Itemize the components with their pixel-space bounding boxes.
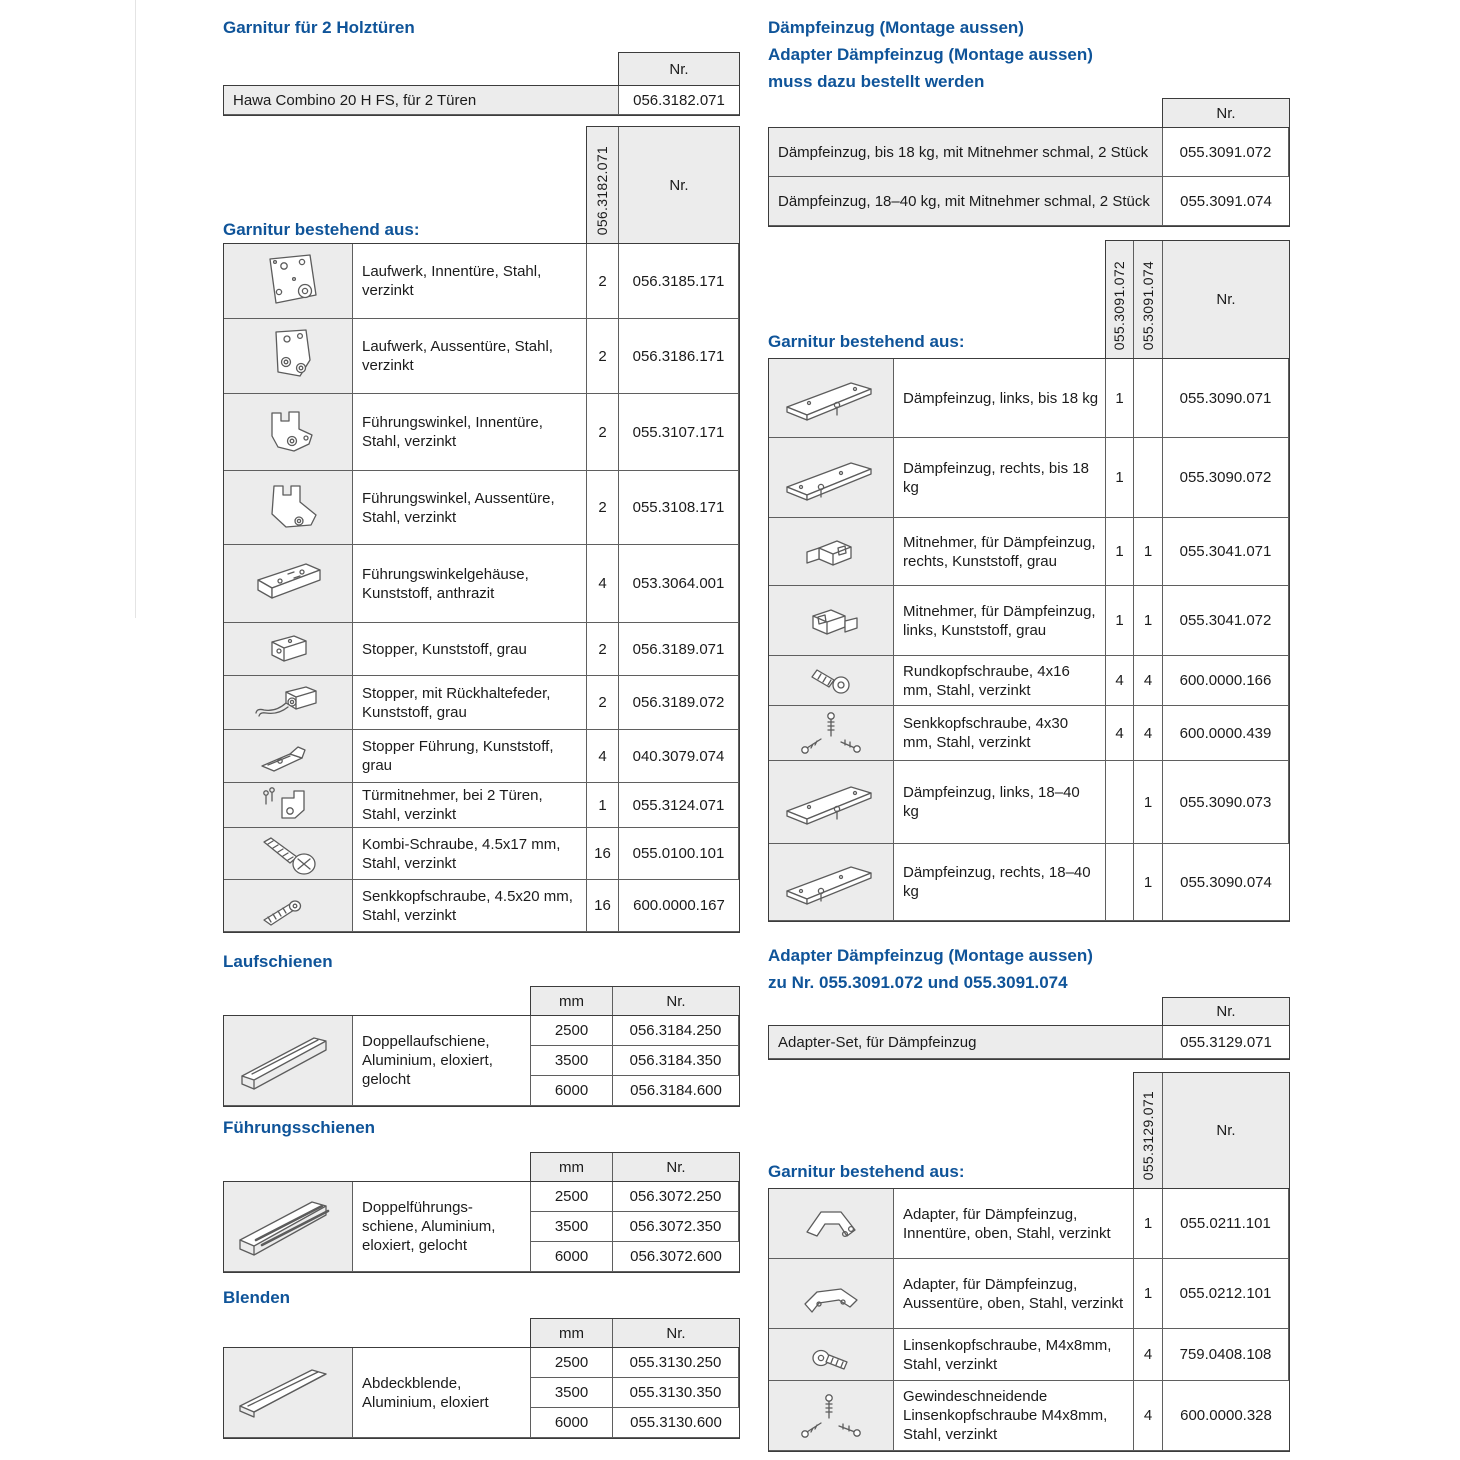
adapter-title-line-1: Adapter Dämpfeinzug (Montage aussen) bbox=[768, 946, 1093, 965]
rail-number: 056.3184.350 bbox=[613, 1046, 739, 1076]
title-line-3: muss dazu bestellt werden bbox=[768, 72, 985, 91]
mm-column-header: mm bbox=[531, 1319, 613, 1348]
set-number-vertical bbox=[1134, 1073, 1163, 1189]
part-qty-2 bbox=[1134, 359, 1163, 438]
part-qty: 1 bbox=[587, 783, 619, 828]
part-number: 055.0100.101 bbox=[619, 828, 739, 880]
title-line-2: Adapter Dämpfeinzug (Montage aussen) bbox=[768, 45, 1093, 64]
nr-column-header: Nr. bbox=[613, 1153, 739, 1182]
part-number: 055.3041.071 bbox=[1163, 518, 1289, 586]
part-number: 055.3090.074 bbox=[1163, 844, 1289, 921]
nr-column-header: Nr. bbox=[619, 127, 739, 244]
part-qty: 2 bbox=[587, 623, 619, 676]
adapter-components-title: Garnitur bestehend aus: bbox=[768, 1162, 965, 1181]
blende-number: 055.3130.600 bbox=[613, 1408, 739, 1438]
stopper-icon bbox=[224, 623, 353, 676]
abdeckblende-icon bbox=[224, 1348, 353, 1438]
fuehrungsschienen-title: Führungsschienen bbox=[223, 1118, 376, 1137]
part-qty: 2 bbox=[587, 471, 619, 545]
product-number: 056.3182.071 bbox=[619, 86, 739, 115]
set-table bbox=[223, 85, 740, 116]
blenden-table bbox=[223, 1347, 740, 1439]
components-title: Garnitur bestehend aus: bbox=[223, 220, 420, 239]
part-description: Rundkopfschraube, 4x16 mm, Stahl, verzinkt bbox=[894, 656, 1106, 706]
part-qty-2: 1 bbox=[1134, 586, 1163, 656]
components-header bbox=[586, 126, 740, 245]
daempfeinzug-rechts-icon bbox=[769, 438, 894, 518]
part-number: 040.3079.074 bbox=[619, 730, 739, 783]
part-description: Kombi-Schraube, 4.5x17 mm, Stahl, verzinkt bbox=[353, 828, 587, 880]
part-qty: 16 bbox=[587, 828, 619, 880]
rail-number: 056.3184.250 bbox=[613, 1016, 739, 1046]
part-qty-2: 4 bbox=[1134, 656, 1163, 706]
part-qty-2 bbox=[1134, 438, 1163, 518]
vertical-part-number: 055.3091.074 bbox=[1139, 260, 1156, 350]
vertical-part-number: 056.3182.071 bbox=[594, 145, 610, 235]
part-qty-2: 4 bbox=[1134, 706, 1163, 761]
daempfeinzug-links-1840-icon bbox=[769, 761, 894, 844]
part-description: Mitnehmer, für Dämpfeinzug, rechts, Kunststoff, grau bbox=[894, 518, 1106, 586]
nr-column-header: Nr. bbox=[1163, 241, 1289, 359]
part-qty-1: 1 bbox=[1106, 586, 1134, 656]
daempfeinzug-set-table bbox=[768, 127, 1290, 227]
part-description: Dämpfeinzug, rechts, 18–40 kg bbox=[894, 844, 1106, 921]
adapter-title bbox=[768, 942, 1288, 996]
product-name: Hawa Combino 20 H FS, für 2 Türen bbox=[224, 86, 619, 115]
part-description: Senkkopfschraube, 4.5x20 mm, Stahl, verzinkt bbox=[353, 880, 587, 932]
part-description: Linsenkopfschraube, M4x8mm, Stahl, verzinkt bbox=[894, 1329, 1134, 1381]
part-qty: 4 bbox=[587, 730, 619, 783]
part-number: 759.0408.108 bbox=[1163, 1329, 1289, 1381]
doppellaufschiene-icon bbox=[224, 1016, 353, 1106]
rail-length: 6000 bbox=[531, 1242, 613, 1272]
stopper-fuehrung-icon bbox=[224, 730, 353, 783]
set-description: Dämpfeinzug, 18–40 kg, mit Mitnehmer schmal, 2 Stück bbox=[769, 177, 1163, 226]
blende-length: 3500 bbox=[531, 1378, 613, 1408]
daempfeinzug-links-icon bbox=[769, 359, 894, 438]
set-number-vertical-1 bbox=[1106, 241, 1134, 359]
blende-number: 055.3130.250 bbox=[613, 1348, 739, 1378]
laufschienen-table bbox=[223, 1015, 740, 1107]
doppelfuehrungsschiene-icon bbox=[224, 1182, 353, 1272]
part-description: Stopper, Kunststoff, grau bbox=[353, 623, 587, 676]
fuehrungswinkel-aussentuere-icon bbox=[224, 471, 353, 545]
nr-column-header: Nr. bbox=[613, 987, 739, 1016]
part-number: 056.3189.071 bbox=[619, 623, 739, 676]
part-qty: 16 bbox=[587, 880, 619, 932]
part-number: 056.3185.171 bbox=[619, 244, 739, 319]
mm-column-header: mm bbox=[531, 1153, 613, 1182]
nr-column-header: Nr. bbox=[619, 53, 739, 86]
rail-length: 2500 bbox=[531, 1182, 613, 1212]
part-qty: 4 bbox=[1134, 1381, 1163, 1451]
adapter-set-header bbox=[1162, 997, 1290, 1027]
part-description: Führungswinkel, Aussentüre, Stahl, verzinkt bbox=[353, 471, 587, 545]
laufwerk-aussentuere-icon bbox=[224, 319, 353, 394]
part-qty-1: 1 bbox=[1106, 359, 1134, 438]
part-number: 055.3041.072 bbox=[1163, 586, 1289, 656]
nr-column-header: Nr. bbox=[1163, 99, 1289, 128]
part-description: Senkkopfschraube, 4x30 mm, Stahl, verzinkt bbox=[894, 706, 1106, 761]
fuehrungswinkel-innentuere-icon bbox=[224, 394, 353, 471]
fuehrungsschienen-header bbox=[530, 1152, 740, 1183]
part-number: 055.0212.101 bbox=[1163, 1259, 1289, 1329]
part-qty: 2 bbox=[587, 319, 619, 394]
fuehrungsschienen-table bbox=[223, 1181, 740, 1273]
laufwerk-innentuere-icon bbox=[224, 244, 353, 319]
rail-number: 056.3184.600 bbox=[613, 1076, 739, 1106]
stopper-rueckhaltefeder-icon bbox=[224, 676, 353, 730]
part-description: Stopper Führung, Kunststoff, grau bbox=[353, 730, 587, 783]
part-qty-1: 1 bbox=[1106, 518, 1134, 586]
laufschienen-header bbox=[530, 986, 740, 1017]
part-qty: 2 bbox=[587, 244, 619, 319]
part-description: Dämpfeinzug, rechts, bis 18 kg bbox=[894, 438, 1106, 518]
part-number: 055.3090.071 bbox=[1163, 359, 1289, 438]
part-qty: 2 bbox=[587, 676, 619, 730]
part-number: 055.3090.073 bbox=[1163, 761, 1289, 844]
kombi-schraube-icon bbox=[224, 828, 353, 880]
blende-number: 055.3130.350 bbox=[613, 1378, 739, 1408]
daempfeinzug-components-table bbox=[768, 358, 1290, 922]
set-table-header bbox=[618, 52, 740, 87]
rail-number: 056.3072.600 bbox=[613, 1242, 739, 1272]
set-description: Dämpfeinzug, bis 18 kg, mit Mitnehmer schmal, 2 Stück bbox=[769, 128, 1163, 177]
part-qty-2: 1 bbox=[1134, 844, 1163, 921]
part-number: 600.0000.167 bbox=[619, 880, 739, 932]
section-title-garnitur: Garnitur für 2 Holztüren bbox=[223, 18, 415, 37]
blende-length: 2500 bbox=[531, 1348, 613, 1378]
part-qty-2: 1 bbox=[1134, 761, 1163, 844]
part-qty-1: 4 bbox=[1106, 706, 1134, 761]
part-number: 055.3090.072 bbox=[1163, 438, 1289, 518]
blenden-title: Blenden bbox=[223, 1288, 291, 1307]
daempfeinzug-components-header bbox=[1105, 240, 1290, 360]
nr-column-header: Nr. bbox=[613, 1319, 739, 1348]
senkkopfschraube-icon bbox=[224, 880, 353, 932]
part-description: Dämpfeinzug, links, 18–40 kg bbox=[894, 761, 1106, 844]
blende-description: Abdeckblende, Aluminium, eloxiert bbox=[353, 1348, 531, 1438]
part-number: 600.0000.439 bbox=[1163, 706, 1289, 761]
rail-number: 056.3072.250 bbox=[613, 1182, 739, 1212]
part-qty: 2 bbox=[587, 394, 619, 471]
rundkopfschraube-icon bbox=[769, 656, 894, 706]
part-qty: 4 bbox=[587, 545, 619, 623]
laufschienen-title: Laufschienen bbox=[223, 952, 333, 971]
adapter-set-number: 055.3129.071 bbox=[1163, 1026, 1289, 1059]
mm-column-header: mm bbox=[531, 987, 613, 1016]
daempfeinzug-set-header bbox=[1162, 98, 1290, 129]
part-description: Laufwerk, Innentüre, Stahl, verzinkt bbox=[353, 244, 587, 319]
part-qty-2: 1 bbox=[1134, 518, 1163, 586]
set-number: 055.3091.072 bbox=[1163, 128, 1289, 177]
mitnehmer-rechts-icon bbox=[769, 518, 894, 586]
gewindeschraube-gruppe-icon bbox=[769, 1381, 894, 1451]
part-description: Führungswinkel, Innentüre, Stahl, verzinkt bbox=[353, 394, 587, 471]
adapter-set-table bbox=[768, 1025, 1290, 1060]
part-number: 053.3064.001 bbox=[619, 545, 739, 623]
rail-length: 2500 bbox=[531, 1016, 613, 1046]
part-number: 600.0000.166 bbox=[1163, 656, 1289, 706]
rail-description: Doppelführungs-schiene, Aluminium, eloxiert, gelocht bbox=[353, 1182, 531, 1272]
nr-column-header: Nr. bbox=[1163, 1073, 1289, 1189]
adapter-components-header bbox=[1133, 1072, 1290, 1190]
components-table bbox=[223, 243, 740, 933]
part-number: 055.3124.071 bbox=[619, 783, 739, 828]
set-number-vertical-2 bbox=[1134, 241, 1163, 359]
vertical-part-number: 055.3091.072 bbox=[1111, 260, 1127, 350]
part-number: 056.3189.072 bbox=[619, 676, 739, 730]
senkkopfschraube-gruppe-icon bbox=[769, 706, 894, 761]
part-description: Adapter, für Dämpfeinzug, Innentüre, oben, Stahl, verzinkt bbox=[894, 1189, 1134, 1259]
part-description: Türmitnehmer, bei 2 Türen, Stahl, verzinkt bbox=[353, 783, 587, 828]
adapter-components-table bbox=[768, 1188, 1290, 1452]
part-qty: 1 bbox=[1134, 1189, 1163, 1259]
part-qty-1 bbox=[1106, 761, 1134, 844]
daempfeinzug-title bbox=[768, 14, 1288, 95]
part-description: Adapter, für Dämpfeinzug, Aussentüre, oben, Stahl, verzinkt bbox=[894, 1259, 1134, 1329]
part-qty-1: 1 bbox=[1106, 438, 1134, 518]
part-description: Laufwerk, Aussentüre, Stahl, verzinkt bbox=[353, 319, 587, 394]
set-number: 055.3091.074 bbox=[1163, 177, 1289, 226]
blenden-header bbox=[530, 1318, 740, 1349]
set-number-vertical bbox=[587, 127, 619, 244]
vertical-part-number: 055.3129.071 bbox=[1139, 1090, 1156, 1180]
adapter-title-line-2: zu Nr. 055.3091.072 und 055.3091.074 bbox=[768, 973, 1068, 992]
part-qty-1 bbox=[1106, 844, 1134, 921]
part-description: Dämpfeinzug, links, bis 18 kg bbox=[894, 359, 1106, 438]
mitnehmer-links-icon bbox=[769, 586, 894, 656]
tuermitnehmer-icon bbox=[224, 783, 353, 828]
rail-length: 3500 bbox=[531, 1212, 613, 1242]
rail-description: Doppellaufschiene, Aluminium, eloxiert, gelocht bbox=[353, 1016, 531, 1106]
part-qty: 4 bbox=[1134, 1329, 1163, 1381]
part-qty-1: 4 bbox=[1106, 656, 1134, 706]
rail-length: 3500 bbox=[531, 1046, 613, 1076]
adapter-set-description: Adapter-Set, für Dämpfeinzug bbox=[769, 1026, 1163, 1059]
components-title-right: Garnitur bestehend aus: bbox=[768, 332, 965, 351]
part-description: Mitnehmer, für Dämpfeinzug, links, Kunststoff, grau bbox=[894, 586, 1106, 656]
title-line-1: Dämpfeinzug (Montage aussen) bbox=[768, 18, 1024, 37]
part-number: 055.0211.101 bbox=[1163, 1189, 1289, 1259]
part-description: Gewindeschneidende Linsenkopfschraube M4x8mm, Stahl, verzinkt bbox=[894, 1381, 1134, 1451]
part-number: 600.0000.328 bbox=[1163, 1381, 1289, 1451]
part-number: 055.3107.171 bbox=[619, 394, 739, 471]
part-number: 055.3108.171 bbox=[619, 471, 739, 545]
part-description: Führungswinkelgehäuse, Kunststoff, anthrazit bbox=[353, 545, 587, 623]
adapter-innentuere-icon bbox=[769, 1189, 894, 1259]
daempfeinzug-rechts-1840-icon bbox=[769, 844, 894, 921]
fuehrungswinkelgehaeuse-icon bbox=[224, 545, 353, 623]
nr-column-header: Nr. bbox=[1163, 998, 1289, 1026]
page-margin-line bbox=[135, 0, 136, 618]
part-description: Stopper, mit Rückhaltefeder, Kunststoff, grau bbox=[353, 676, 587, 730]
linsenkopfschraube-icon bbox=[769, 1329, 894, 1381]
blende-length: 6000 bbox=[531, 1408, 613, 1438]
rail-number: 056.3072.350 bbox=[613, 1212, 739, 1242]
part-number: 056.3186.171 bbox=[619, 319, 739, 394]
rail-length: 6000 bbox=[531, 1076, 613, 1106]
adapter-aussentuere-icon bbox=[769, 1259, 894, 1329]
part-qty: 1 bbox=[1134, 1259, 1163, 1329]
